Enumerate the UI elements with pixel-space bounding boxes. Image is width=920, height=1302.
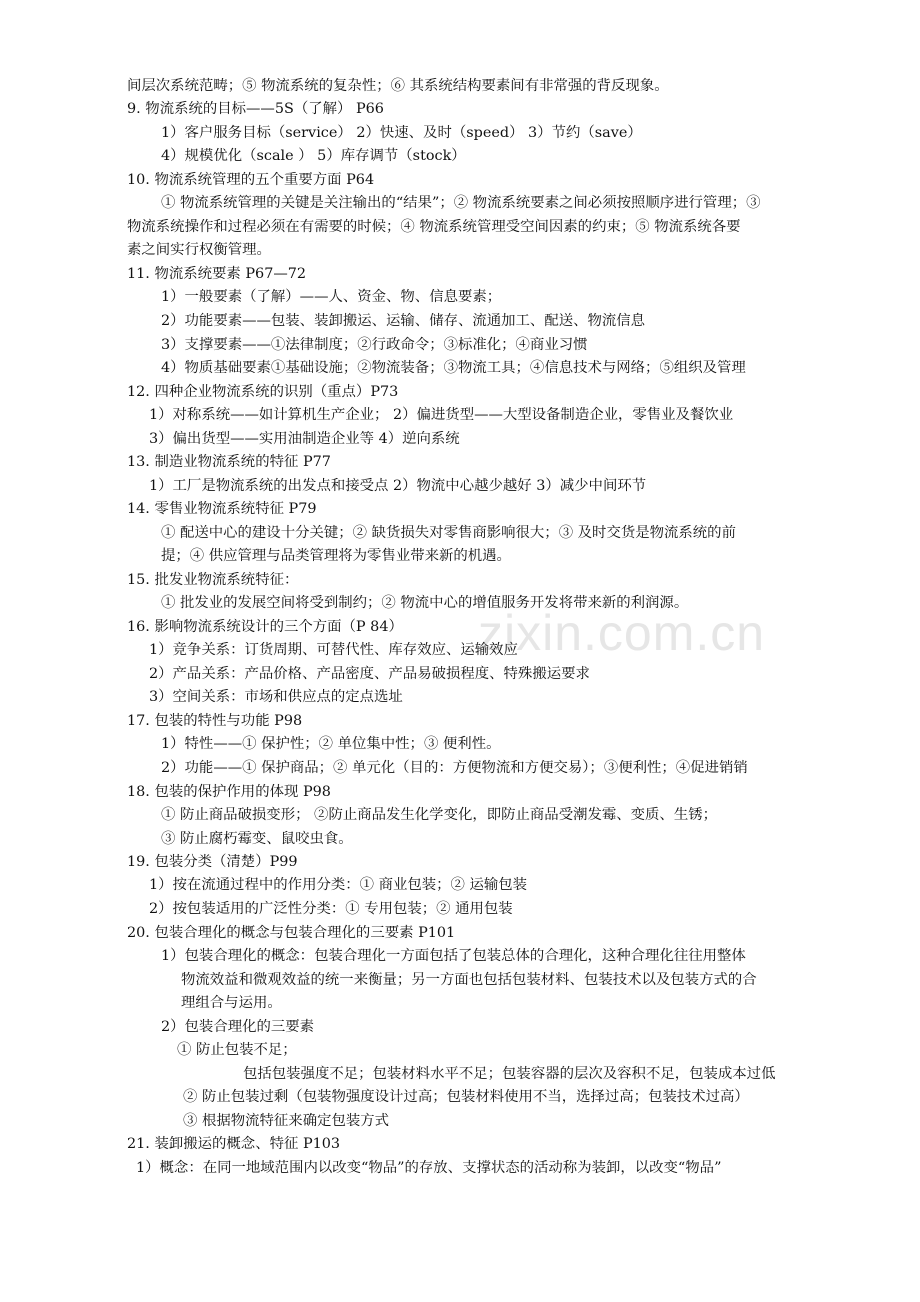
section-heading: 18. 包装的保护作用的体现 P98 — [127, 784, 331, 800]
text-line: 3）空间关系：市场和供应点的定点选址 — [149, 689, 403, 705]
text-line: 1）对称系统——如计算机生产企业； 2）偏进货型——大型设备制造企业，零售业及餐饮业 — [149, 407, 734, 423]
text-line: 4）规模优化（scale ） 5）库存调节（stock） — [161, 148, 466, 164]
section-heading: 21. 装卸搬运的概念、特征 P103 — [127, 1136, 341, 1152]
text-line: 包括包装强度不足；包装材料水平不足；包装容器的层次及容积不足，包装成本过低 — [243, 1066, 776, 1082]
section-heading: 16. 影响物流系统设计的三个方面（P 84） — [127, 619, 403, 635]
text-line: ① 防止包装不足； — [177, 1042, 297, 1058]
text-line: 间层次系统范畴；⑤ 物流系统的复杂性；⑥ 其系统结构要素间有非常强的背反现象。 — [127, 78, 669, 94]
text-line: 1）特性——① 保护性；② 单位集中性；③ 便利性。 — [161, 736, 501, 752]
text-line: ① 物流系统管理的关键是关注输出的“结果”；② 物流系统要素之间必须按照顺序进行管理；③ — [161, 195, 761, 211]
section-heading: 9. 物流系统的目标——5S（了解） P66 — [127, 101, 384, 117]
text-line: 素之间实行权衡管理。 — [127, 242, 271, 258]
text-line: 理组合与运用。 — [181, 995, 282, 1011]
section-heading: 20. 包装合理化的概念与包装合理化的三要素 P101 — [127, 925, 456, 941]
text-line: 物流系统操作和过程必须在有需要的时候；④ 物流系统管理受空间因素的约束；⑤ 物流系统各要 — [127, 219, 741, 235]
text-line: 2）按包装适用的广泛性分类：① 专用包装；② 通用包装 — [149, 901, 513, 917]
text-line: ① 防止商品破损变形； ②防止商品发生化学变化，即防止商品受潮发霉、变质、生锈； — [161, 807, 717, 823]
section-heading: 10. 物流系统管理的五个重要方面 P64 — [127, 172, 375, 188]
section-heading: 12. 四种企业物流系统的识别（重点）P73 — [127, 384, 399, 400]
text-line: ② 防止包装过剩（包装物强度设计过高；包装材料使用不当，选择过高；包装技术过高） — [183, 1089, 749, 1105]
text-line: ③ 防止腐朽霉变、鼠咬虫食。 — [161, 831, 353, 847]
text-line: 1）竞争关系：订货周期、可替代性、库存效应、运输效应 — [149, 642, 518, 658]
text-line: 4）物质基础要素①基础设施；②物流装备；③物流工具；④信息技术与网络；⑤组织及管理 — [161, 360, 746, 376]
watermark: zixin.com.cn — [478, 605, 766, 661]
text-line: 2）产品关系：产品价格、产品密度、产品易破损程度、特殊搬运要求 — [149, 666, 590, 682]
text-line: 2）包装合理化的三要素 — [161, 1019, 315, 1035]
section-heading: 14. 零售业物流系统特征 P79 — [127, 501, 317, 517]
text-line: 3）偏出货型——实用油制造企业等 4）逆向系统 — [149, 431, 460, 447]
text-line: ③ 根据物流特征来确定包装方式 — [183, 1113, 390, 1129]
text-line: 1）工厂是物流系统的出发点和接受点 2）物流中心越少越好 3）减少中间环节 — [149, 478, 647, 494]
text-line: 2）功能要素——包装、装卸搬运、运输、储存、流通加工、配送、物流信息 — [161, 313, 646, 329]
text-line: ① 配送中心的建设十分关键；② 缺货损失对零售商影响很大；③ 及时交货是物流系统的前 — [161, 525, 736, 541]
section-heading: 19. 包装分类（清楚）P99 — [127, 854, 298, 870]
text-line: 2）功能——① 保护商品；② 单元化（目的：方便物流和方便交易）；③便利性；④促进销销 — [161, 760, 748, 776]
text-line: 1）包装合理化的概念：包装合理化一方面包括了包装总体的合理化，这种合理化往往用整体 — [161, 948, 746, 964]
section-heading: 17. 包装的特性与功能 P98 — [127, 713, 303, 729]
text-line: ① 批发业的发展空间将受到制约；② 物流中心的增值服务开发将带来新的利润源。 — [161, 595, 689, 611]
text-line: 3）支撑要素——①法律制度；②行政命令；③标准化；④商业习惯 — [161, 337, 588, 353]
text-line: 提；④ 供应管理与品类管理将为零售业带来新的机遇。 — [161, 548, 511, 564]
text-line: 1）按在流通过程中的作用分类：① 商业包装；② 运输包装 — [149, 877, 528, 893]
section-heading: 11. 物流系统要素 P67—72 — [127, 266, 307, 282]
section-heading: 13. 制造业物流系统的特征 P77 — [127, 454, 331, 470]
text-line: 1）一般要素（了解）——人、资金、物、信息要素； — [161, 289, 502, 305]
text-line: 1）概念：在同一地域范围内以改变“物品”的存放、支撑状态的活动称为装卸，以改变“物品” — [136, 1160, 722, 1176]
section-heading: 15. 批发业物流系统特征： — [127, 572, 299, 588]
text-line: 物流效益和微观效益的统一来衡量；另一方面也包括包装材料、包装技术以及包装方式的合 — [181, 972, 757, 988]
text-line: 1）客户服务目标（service） 2）快速、及时（speed） 3）节约（save） — [161, 125, 642, 141]
